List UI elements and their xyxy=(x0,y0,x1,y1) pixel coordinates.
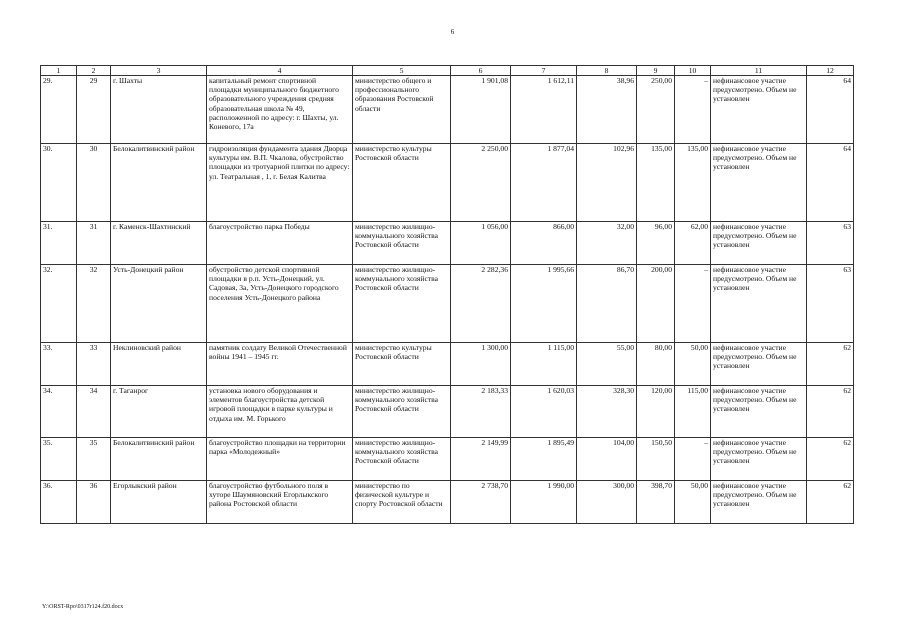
nonfinancial-participation-cell: нефинансовое участие предусмотрено. Объем не установлен xyxy=(711,76,807,144)
population-funds-cell: 80,00 xyxy=(637,343,675,386)
population-funds-cell: 120,00 xyxy=(637,386,675,438)
business-funds-cell: – xyxy=(675,438,711,481)
total-cost-cell: 2 250,00 xyxy=(451,144,511,222)
ministry-cell: министерство культуры Ростовской области xyxy=(353,144,451,222)
nonfinancial-participation-cell: нефинансовое участие предусмотрено. Объем не установлен xyxy=(711,144,807,222)
regional-budget-cell: 1 612,11 xyxy=(511,76,577,144)
population-funds-cell: 150,50 xyxy=(637,438,675,481)
project-description-cell: гидроизоляция фундамента здания Дворца культуры им. В.П. Чкалова, обустройство площадки из тротуарной плитки по адресу: ул. Театральная , 1, г. Белая Калитва xyxy=(207,144,353,222)
score-cell: 62 xyxy=(807,343,854,386)
row-number-cell: 29. xyxy=(41,76,77,144)
project-number-cell: 29 xyxy=(77,76,111,144)
local-budget-cell: 38,96 xyxy=(577,76,637,144)
local-budget-cell: 300,00 xyxy=(577,481,637,524)
row-number-cell: 35. xyxy=(41,438,77,481)
nonfinancial-participation-cell: нефинансовое участие предусмотрено. Объем не установлен xyxy=(711,481,807,524)
total-cost-cell: 1 901,08 xyxy=(451,76,511,144)
ministry-cell: министерство общего и профессионального образования Ростовской области xyxy=(353,76,451,144)
score-cell: 63 xyxy=(807,265,854,343)
row-number-cell: 32. xyxy=(41,265,77,343)
municipality-cell: Белокалитвинский район xyxy=(111,144,207,222)
regional-budget-cell: 1 877,04 xyxy=(511,144,577,222)
total-cost-cell: 2 738,70 xyxy=(451,481,511,524)
ministry-cell: министерство по физической культуре и спорту Ростовской области xyxy=(353,481,451,524)
file-path-footer: Y:\ORST-Rpo\0317r124.f20.docx xyxy=(42,604,124,610)
header-cell: 3 xyxy=(111,66,207,76)
municipality-cell: г. Таганрог xyxy=(111,386,207,438)
nonfinancial-participation-cell: нефинансовое участие предусмотрено. Объем не установлен xyxy=(711,222,807,265)
project-description-cell: благоустройство площадки на территории парка «Молодежный» xyxy=(207,438,353,481)
ministry-cell: министерство жилищно-коммунального хозяйства Ростовской области xyxy=(353,222,451,265)
header-cell: 5 xyxy=(353,66,451,76)
municipality-cell: г. Каменск-Шахтинский xyxy=(111,222,207,265)
business-funds-cell: – xyxy=(675,265,711,343)
header-cell: 6 xyxy=(451,66,511,76)
project-number-cell: 36 xyxy=(77,481,111,524)
regional-budget-cell: 1 895,49 xyxy=(511,438,577,481)
nonfinancial-participation-cell: нефинансовое участие предусмотрено. Объем не установлен xyxy=(711,386,807,438)
header-cell: 7 xyxy=(511,66,577,76)
municipality-cell: г. Шахты xyxy=(111,76,207,144)
regional-budget-cell: 1 115,00 xyxy=(511,343,577,386)
regional-budget-cell: 1 995,66 xyxy=(511,265,577,343)
municipality-cell: Усть-Донецкий район xyxy=(111,265,207,343)
ministry-cell: министерство жилищно-коммунального хозяйства Ростовской области xyxy=(353,265,451,343)
score-cell: 64 xyxy=(807,76,854,144)
header-row xyxy=(41,66,854,76)
business-funds-cell: – xyxy=(675,76,711,144)
header-cell: 12 xyxy=(807,66,854,76)
table-row xyxy=(41,144,854,222)
score-cell: 62 xyxy=(807,386,854,438)
local-budget-cell: 55,00 xyxy=(577,343,637,386)
municipality-cell: Белокалитвинский район xyxy=(111,438,207,481)
business-funds-cell: 50,00 xyxy=(675,481,711,524)
project-number-cell: 32 xyxy=(77,265,111,343)
local-budget-cell: 102,96 xyxy=(577,144,637,222)
business-funds-cell: 115,00 xyxy=(675,386,711,438)
business-funds-cell: 50,00 xyxy=(675,343,711,386)
regional-budget-cell: 1 620,03 xyxy=(511,386,577,438)
business-funds-cell: 62,00 xyxy=(675,222,711,265)
ministry-cell: министерство жилищно-коммунального хозяйства Ростовской области xyxy=(353,386,451,438)
project-number-cell: 33 xyxy=(77,343,111,386)
nonfinancial-participation-cell: нефинансовое участие предусмотрено. Объем не установлен xyxy=(711,438,807,481)
header-cell: 8 xyxy=(577,66,637,76)
population-funds-cell: 200,00 xyxy=(637,265,675,343)
total-cost-cell: 1 056,00 xyxy=(451,222,511,265)
table-row xyxy=(41,343,854,386)
table-row xyxy=(41,481,854,524)
header-cell: 10 xyxy=(675,66,711,76)
score-cell: 62 xyxy=(807,481,854,524)
row-number-cell: 33. xyxy=(41,343,77,386)
local-budget-cell: 328,30 xyxy=(577,386,637,438)
local-budget-cell: 86,70 xyxy=(577,265,637,343)
header-cell: 11 xyxy=(711,66,807,76)
score-cell: 63 xyxy=(807,222,854,265)
regional-budget-cell: 1 990,00 xyxy=(511,481,577,524)
table-row xyxy=(41,222,854,265)
total-cost-cell: 1 300,00 xyxy=(451,343,511,386)
project-description-cell: обустройство детской спортивной площадки в р.п. Усть-Донецкий, ул. Садовая, 3а, Усть-Донецкого городского поселения Усть-Донецкого района xyxy=(207,265,353,343)
business-funds-cell: 135,00 xyxy=(675,144,711,222)
row-number-cell: 31. xyxy=(41,222,77,265)
table-row xyxy=(41,438,854,481)
table-row xyxy=(41,386,854,438)
nonfinancial-participation-cell: нефинансовое участие предусмотрено. Объем не установлен xyxy=(711,265,807,343)
population-funds-cell: 250,00 xyxy=(637,76,675,144)
ministry-cell: министерство культуры Ростовской области xyxy=(353,343,451,386)
project-number-cell: 30 xyxy=(77,144,111,222)
municipality-cell: Неклиновский район xyxy=(111,343,207,386)
project-number-cell: 35 xyxy=(77,438,111,481)
row-number-cell: 30. xyxy=(41,144,77,222)
page-number: 6 xyxy=(450,28,455,36)
header-cell: 4 xyxy=(207,66,353,76)
project-description-cell: установка нового оборудования и элементов благоустройства детской игровой площадки в парке культуры и отдыха им. М. Горького xyxy=(207,386,353,438)
local-budget-cell: 104,00 xyxy=(577,438,637,481)
project-number-cell: 34 xyxy=(77,386,111,438)
row-number-cell: 36. xyxy=(41,481,77,524)
regional-budget-cell: 866,00 xyxy=(511,222,577,265)
table-row xyxy=(41,76,854,144)
population-funds-cell: 135,00 xyxy=(637,144,675,222)
score-cell: 64 xyxy=(807,144,854,222)
row-number-cell: 34. xyxy=(41,386,77,438)
ministry-cell: министерство жилищно-коммунального хозяйства Ростовской области xyxy=(353,438,451,481)
total-cost-cell: 2 282,36 xyxy=(451,265,511,343)
project-description-cell: благоустройство парка Победы xyxy=(207,222,353,265)
population-funds-cell: 96,00 xyxy=(637,222,675,265)
project-number-cell: 31 xyxy=(77,222,111,265)
municipality-cell: Егорлыкский район xyxy=(111,481,207,524)
score-cell: 62 xyxy=(807,438,854,481)
population-funds-cell: 398,70 xyxy=(637,481,675,524)
total-cost-cell: 2 149,99 xyxy=(451,438,511,481)
project-description-cell: благоустройство футбольного поля в хуторе Шаумяновский Егорлыкского района Ростовской области xyxy=(207,481,353,524)
header-cell: 9 xyxy=(637,66,675,76)
nonfinancial-participation-cell: нефинансовое участие предусмотрено. Объем не установлен xyxy=(711,343,807,386)
project-description-cell: памятник солдату Великой Отечественной войны 1941 – 1945 гг. xyxy=(207,343,353,386)
local-budget-cell: 32,00 xyxy=(577,222,637,265)
table-row xyxy=(41,265,854,343)
project-description-cell: капитальный ремонт спортивной площадки муниципального бюджетного образовательного учреждения средняя образовательная школа № 49, расположенной по адресу: г. Шахты, ул. Коневого, 17а xyxy=(207,76,353,144)
projects-table xyxy=(40,65,854,524)
header-cell: 1 xyxy=(41,66,77,76)
header-cell: 2 xyxy=(77,66,111,76)
total-cost-cell: 2 183,33 xyxy=(451,386,511,438)
